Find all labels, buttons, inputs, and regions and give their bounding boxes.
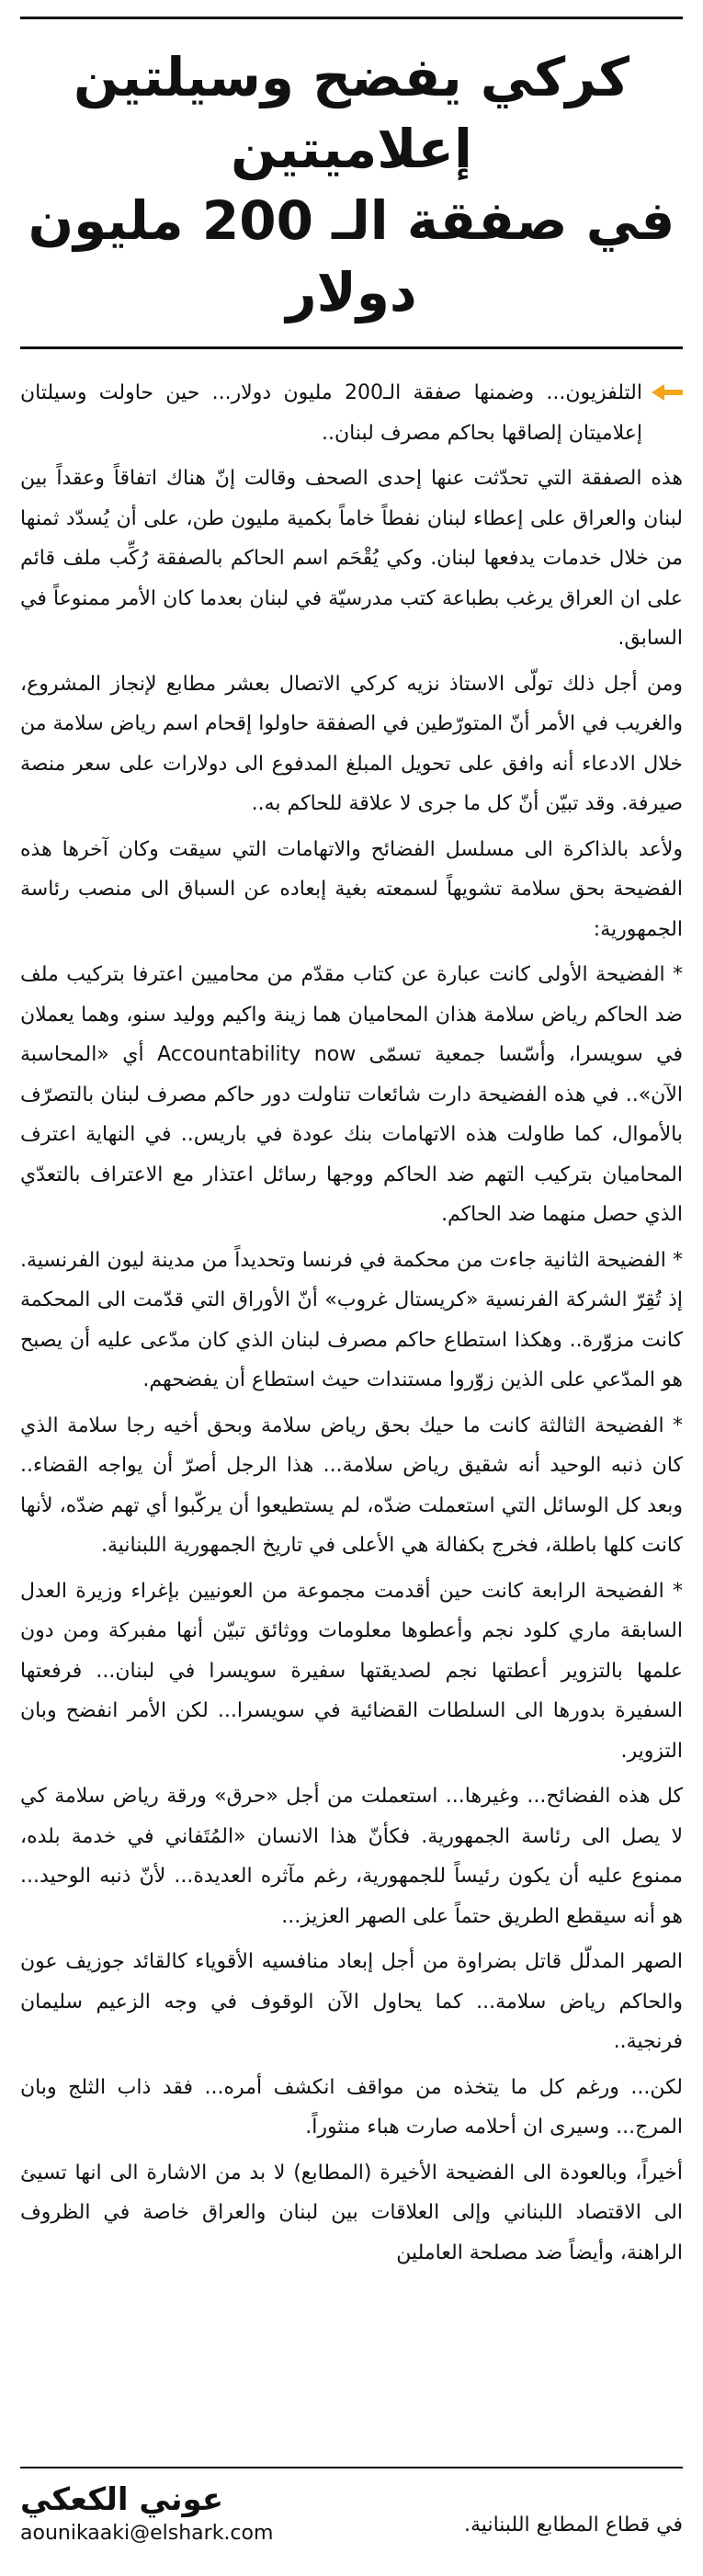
author-email[interactable]: aounikaaki@elshark.com	[20, 2522, 274, 2545]
body-paragraph: * الفضيحة الثالثة كانت ما حيك بحق رياض سلامة وبحق أخيه رجا سلامة الذي كان ذنبه الوحيد أنه شقيق رياض سلامة... هذا الرجل أصرّ أن يواجه القضاء.. وبعد كل الوسائل التي استعملت ضدّه، لم يستطيعوا أن يركّبوا أي تهم ضدّه، لأنها كانت كلها باطلة، فخرج بكفالة هي الأعلى في تاريخ الجمهورية اللبنانية.	[20, 1413, 683, 1557]
body-paragraph: * الفضيحة الثانية جاءت من محكمة في فرنسا وتحديداً من مدينة ليون الفرنسية. إذ تُقِرّ الشركة الفرنسية «كريستال غروب» أنّ الأوراق التي قدّمت الى المحكمة كانت مزوّرة.. وهكذا استطاع حاكم مصرف لبنان الذي كان مدّعى عليه أن يصبح هو المدّعي على الذين زوّروا مستندات حيث استطاع أن يفضحهم.	[20, 1248, 683, 1391]
arrow-icon	[652, 382, 683, 403]
lead-paragraph: التلفزيون... وضمنها صفقة الـ200 مليون دولار... حين حاولت وسيلتان إعلاميتان إلصاقها بحاكم مصرف لبنان..	[20, 381, 643, 445]
headline-line-2: في صفقة الـ 200 مليون دولار	[28, 189, 675, 323]
body-paragraph: هذه الصفقة التي تحدّثت عنها إحدى الصحف وقالت إنّ هناك اتفاقاً وعقداً بين لبنان والعراق على إعطاء لبنان نفطاً خاماً بكمية مليون طن، على أن يُسدّد ثمنها من خلال خدمات يدفعها لبنان. وكي يُقْحَم اسم الحاكم بالصفقة رُكِّب ملف قائم على ان العراق يرغب بطباعة كتب مدرسيّة في لبنان بعدما كان الأمر ممنوعاً في السابق.	[20, 467, 683, 650]
byline-footer	[20, 2467, 683, 2545]
author-name: عوني الكعكي	[20, 2481, 224, 2518]
body-paragraph: ولأعد بالذاكرة الى مسلسل الفضائح والاتهامات التي سيقت وكان آخرها هذه الفضيحة بحق سلامة تشويهاً لسمعته بغية إبعاده عن السباق الى منصب رئاسة الجمهورية:	[20, 837, 683, 941]
article-page	[0, 17, 703, 2576]
article-body	[20, 459, 683, 2273]
body-paragraph: كل هذه الفضائح... وغيرها... استعملت من أجل «حرق» ورقة رياض سلامة كي لا يصل الى رئاسة الجمهورية. فكأنّ هذا الانسان «المُتَفاني في خدمة بلده، ممنوع عليه أن يكون رئيساً للجمهورية، رغم مآثره العديدة... لأنّ ذنبه الوحيد... هو أنه سيقطع الطريق حتماً على الصهر العزيز...	[20, 1785, 683, 1928]
author-block	[20, 2481, 273, 2545]
body-paragraph: * الفضيحة الرابعة كانت حين أقدمت مجموعة من العونيين بإغراء وزيرة العدل السابقة ماري كلود نجم وأعطوها معلومات ووثائق تبيّن أنها مفبركة ومن دون علمها بالتزوير أعطتها نجم لصديقتها سفيرة سويسرا في لبنان... فرفعتها السفيرة بدورها الى السلطات القضائية في سويسرا... لكن الأمر انفضح وبان التزوير.	[20, 1579, 683, 1763]
body-paragraph: * الفضيحة الأولى كانت عبارة عن كتاب مقدّم من محاميين اعترفا بتركيب ملف ضد الحاكم رياض سلامة هذان المحاميان هما زينة واكيم ووليد سنو، وهما يعملان في سويسرا، وأسّسا جمعية تسمّى Accountability now أي «المحاسبة الآن».. في هذه الفضيحة دارت شائعات تناولت دور حاكم مصرف لبنان بالتصرّف بالأموال، كما طاولت هذه الاتهامات بنك عودة في باريس.. في النهاية اعترف المحاميان بتركيب التهم ضد الحاكم ووجها رسائل اعتذار مع الاعتراف بالتعدّي الذي حصل منهما ضد الحاكم.	[20, 963, 684, 1226]
headline-block	[20, 17, 683, 349]
body-paragraph: الصهر المدلّل قاتل بضراوة من أجل إبعاد منافسيه الأقوياء كالقائد جوزيف عون والحاكم رياض سلامة... كما يحاول الآن الوقوف في وجه الزعيم سليمان فرنجية..	[20, 1950, 683, 2053]
body-paragraph: أخيراً، وبالعودة الى الفضيحة الأخيرة (المطابع) لا بد من الاشارة الى انها تسيئ الى الاقتصاد اللبناني وإلى العلاقات بين لبنان والعراق خاصة في الظروف الراهنة، وأيضاً ضد مصلحة العاملين	[20, 2161, 683, 2264]
body-paragraph: ومن أجل ذلك تولّى الاستاذ نزيه كركي الاتصال بعشر مطابع لإنجاز المشروع، والغريب في الأمر أنّ المتورّطين في الصفقة حاولوا إقحام اسم رياض سلامة من خلال الادعاء أنه وافق على تحويل المبلغ المدفوع الى دولارات على سعر منصة صيرفة. وقد تبيّن أنّ كل ما جرى لا علاقة للحاكم به..	[20, 672, 683, 815]
headline-line-1: كركي يفضح وسيلتين إعلاميتين	[73, 46, 630, 180]
lead-row	[20, 373, 683, 453]
body-paragraph: لكن... ورغم كل ما يتخذه من مواقف انكشف أمره... فقد ذاب الثلج وبان المرج... وسيرى ان أحلامه صارت هباء منثوراً.	[20, 2075, 683, 2139]
closing-line: في قطاع المطابع اللبنانية.	[464, 2513, 683, 2536]
